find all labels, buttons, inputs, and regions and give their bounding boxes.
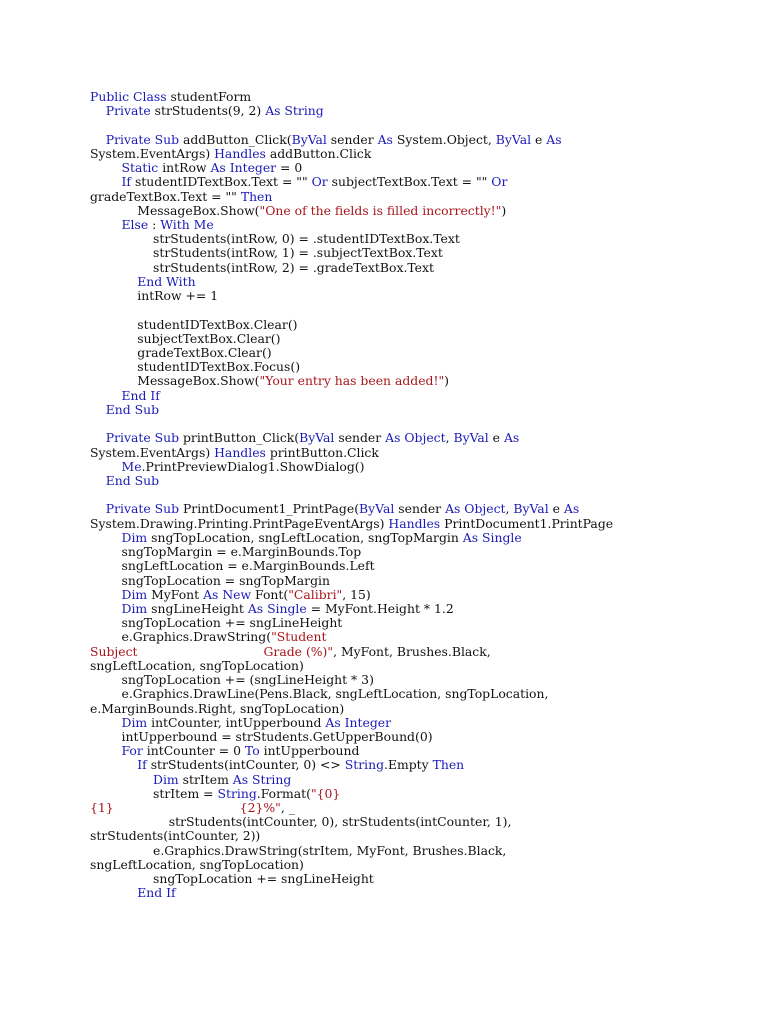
code-keyword: Static	[121, 160, 159, 176]
code-text: Font(	[251, 586, 289, 602]
code-line	[90, 517, 613, 531]
code-string: "Calibri"	[288, 586, 343, 602]
code-keyword: ByVal	[291, 131, 327, 147]
code-line	[90, 133, 562, 147]
code-text	[90, 217, 122, 232]
code-text: sender	[334, 430, 386, 446]
code-keyword: Private Sub	[105, 501, 180, 517]
code-line	[90, 773, 291, 787]
code-text: MessageBox.Show(	[90, 373, 260, 389]
code-line	[90, 161, 302, 175]
code-keyword: Or	[311, 174, 328, 190]
code-string: "Student	[271, 629, 327, 645]
code-text	[90, 772, 153, 787]
code-text: , _	[280, 800, 295, 815]
code-line	[90, 474, 159, 488]
code-text: .Empty	[384, 757, 433, 773]
code-keyword: End Sub	[105, 401, 160, 417]
code-keyword: Private Sub	[105, 131, 180, 147]
code-text: strStudents(9, 2)	[150, 103, 266, 119]
code-text: strStudents(intCounter, 2))	[90, 828, 261, 844]
code-line	[90, 389, 160, 403]
code-keyword: String	[344, 757, 385, 773]
code-keyword: Else	[121, 217, 149, 232]
code-text: intRow	[158, 160, 211, 176]
code-text: studentForm	[166, 89, 252, 104]
code-line	[90, 446, 379, 460]
code-text: strItem	[178, 771, 233, 787]
code-keyword: As Single	[247, 600, 307, 616]
code-text	[90, 160, 122, 175]
code-text: strStudents(intCounter, 0) <>	[146, 757, 345, 773]
code-text: .Format(	[256, 785, 311, 801]
code-keyword: Handles	[214, 145, 266, 161]
code-keyword: ByVal	[453, 430, 489, 446]
code-string: Subject Grade (%)"	[90, 643, 334, 659]
code-keyword: Dim	[121, 586, 148, 602]
code-line	[90, 588, 371, 602]
code-keyword: ByVal	[495, 131, 532, 147]
code-keyword: Dim	[121, 529, 148, 545]
code-keyword: To	[244, 743, 260, 759]
code-line	[90, 645, 491, 659]
code-keyword: Public Class	[90, 89, 167, 104]
code-text: )	[444, 373, 449, 389]
code-text: addButton_Click(	[179, 131, 292, 147]
code-line	[90, 616, 342, 630]
code-keyword: As	[503, 430, 520, 446]
code-keyword: Or	[491, 174, 508, 190]
code-keyword: If	[121, 174, 131, 190]
code-line	[90, 858, 304, 872]
code-text: ,	[505, 501, 514, 517]
code-text: strStudents(intRow, 0) = .studentIDTextBox.Text	[90, 231, 460, 247]
code-line	[90, 218, 214, 232]
code-text	[90, 274, 137, 289]
code-line	[90, 374, 449, 388]
code-line	[90, 829, 260, 843]
code-text	[90, 388, 122, 403]
code-text: ,	[445, 430, 454, 446]
code-line	[90, 574, 330, 588]
code-text: sngTopLocation = sngTopMargin	[90, 572, 330, 588]
code-line	[90, 346, 272, 360]
code-keyword: Then	[432, 757, 465, 773]
code-line	[90, 687, 548, 701]
code-text	[90, 601, 122, 616]
code-line	[90, 602, 454, 616]
code-keyword: End If	[137, 885, 176, 901]
code-text: sngTopLocation += (sngLineHeight * 3)	[90, 672, 374, 687]
code-text	[90, 715, 122, 730]
code-line	[90, 204, 506, 218]
code-line	[90, 716, 391, 730]
code-line	[90, 232, 460, 246]
code-keyword: With Me	[160, 217, 214, 232]
code-text: = 0	[276, 160, 303, 176]
code-line	[90, 758, 464, 772]
code-keyword: Dim	[153, 771, 179, 787]
code-text: addButton.Click	[265, 145, 372, 161]
code-line	[90, 147, 371, 161]
code-text	[90, 587, 122, 602]
code-keyword: ByVal	[299, 430, 335, 446]
code-line	[90, 744, 359, 758]
code-line	[90, 275, 196, 289]
code-text: e	[531, 131, 547, 147]
code-text: = MyFont.Height * 1.2	[306, 600, 454, 616]
code-text: intUpperbound = strStudents.GetUpperBound(0)	[90, 728, 433, 744]
code-keyword: As Integer	[210, 160, 277, 176]
code-keyword: Handles	[214, 444, 266, 460]
code-text: studentIDTextBox.Text = ""	[131, 174, 312, 190]
code-line	[90, 90, 251, 104]
code-line	[90, 318, 297, 332]
code-text: e	[548, 501, 564, 517]
code-text: studentIDTextBox.Focus()	[90, 359, 301, 375]
code-text: MessageBox.Show(	[90, 202, 260, 218]
code-text: intUpperbound	[259, 743, 360, 759]
code-text: intRow += 1	[90, 288, 219, 304]
code-text: sender	[326, 131, 378, 147]
code-text	[90, 459, 122, 474]
code-text	[90, 743, 122, 758]
code-keyword: As Object	[385, 430, 446, 446]
code-text	[90, 501, 106, 516]
code-line	[90, 730, 433, 744]
code-text: e	[488, 430, 504, 446]
code-line	[90, 246, 443, 260]
code-text: sngLeftLocation, sngTopLocation)	[90, 856, 304, 872]
code-text: )	[501, 202, 507, 218]
code-keyword: As Object	[445, 501, 506, 517]
code-string: "{0}	[310, 785, 341, 801]
code-text: System.EventArgs)	[90, 444, 215, 460]
code-line	[90, 190, 272, 204]
code-text	[90, 885, 137, 900]
code-keyword: As	[546, 131, 562, 147]
code-line	[90, 175, 507, 189]
code-keyword: End Sub	[105, 472, 160, 488]
code-text: PrintDocument1_PrintPage(	[179, 501, 360, 517]
code-keyword: Then	[240, 188, 273, 204]
code-text: strStudents(intRow, 1) = .subjectTextBox.Text	[90, 245, 443, 261]
code-text: , 15)	[342, 586, 371, 602]
code-text: strStudents(intRow, 2) = .gradeTextBox.Text	[90, 259, 434, 275]
code-text: studentIDTextBox.Clear()	[90, 316, 298, 332]
code-text	[90, 757, 137, 772]
code-text: PrintDocument1.PrintPage	[440, 515, 614, 531]
code-keyword: As	[563, 501, 580, 517]
code-keyword: Private	[105, 103, 151, 119]
code-line	[90, 673, 374, 687]
code-line	[90, 815, 511, 829]
code-line	[90, 787, 340, 801]
code-text: intCounter, intUpperbound	[147, 714, 326, 730]
code-text: MyFont	[147, 586, 204, 602]
code-text: sngLeftLocation = e.MarginBounds.Left	[90, 558, 375, 574]
code-keyword: Dim	[121, 600, 148, 616]
code-line	[90, 531, 522, 545]
code-text	[90, 132, 106, 147]
code-text: System.Drawing.Printing.PrintPageEventArgs)	[90, 515, 389, 531]
code-string: "One of the fields is filled incorrectly!"	[259, 202, 502, 218]
code-text: System.EventArgs)	[90, 145, 215, 161]
code-text: printButton.Click	[265, 444, 379, 460]
code-line	[90, 460, 364, 474]
code-line	[90, 630, 326, 644]
code-keyword: As String	[265, 103, 324, 119]
code-text: subjectTextBox.Text = ""	[327, 174, 492, 190]
code-line	[90, 403, 159, 417]
code-text: sngTopMargin = e.MarginBounds.Top	[90, 544, 362, 559]
code-keyword: ByVal	[513, 501, 549, 517]
code-text: sngTopLocation += sngLineHeight	[90, 615, 343, 631]
code-line	[90, 844, 506, 858]
code-text: e.Graphics.DrawLine(Pens.Black, sngLeftLocation, sngTopLocation,	[90, 686, 549, 702]
code-line	[90, 431, 519, 445]
code-keyword: End With	[137, 273, 196, 289]
code-line	[90, 289, 218, 303]
code-text	[90, 402, 106, 417]
code-line	[90, 886, 176, 900]
code-keyword: Handles	[388, 515, 441, 531]
code-keyword: Me	[121, 458, 142, 474]
code-line	[90, 659, 304, 673]
code-keyword: If	[137, 757, 147, 773]
code-line	[90, 559, 375, 573]
code-line	[90, 104, 324, 118]
code-keyword: As	[377, 131, 393, 147]
code-text: subjectTextBox.Clear()	[90, 330, 281, 346]
code-line	[90, 801, 295, 815]
code-keyword: As Single	[462, 529, 522, 545]
code-text: , MyFont, Brushes.Black,	[333, 643, 491, 659]
code-line	[90, 332, 280, 346]
code-line	[90, 502, 579, 516]
code-text: sngTopLocation, sngLeftLocation, sngTopMargin	[147, 529, 463, 545]
code-keyword: Dim	[121, 714, 148, 730]
code-text: :	[148, 217, 161, 232]
code-text: sngLeftLocation, sngTopLocation)	[90, 657, 304, 673]
code-line	[90, 261, 434, 275]
code-text: e.Graphics.DrawString(	[90, 629, 272, 645]
code-line	[90, 872, 374, 886]
code-line	[90, 702, 344, 716]
code-keyword: Private Sub	[105, 430, 180, 446]
code-string: "Your entry has been added!"	[259, 373, 445, 389]
code-keyword: As Integer	[325, 714, 392, 730]
code-line	[90, 360, 300, 374]
code-text	[90, 473, 106, 488]
code-text: sngLineHeight	[147, 600, 248, 616]
code-text: sender	[394, 501, 446, 517]
code-keyword: End If	[121, 387, 160, 403]
code-text: strItem =	[90, 785, 218, 801]
code-text: intCounter = 0	[142, 743, 245, 759]
code-text: gradeTextBox.Clear()	[90, 345, 272, 360]
code-text	[90, 103, 106, 118]
code-keyword: As New	[203, 586, 252, 602]
code-text	[90, 430, 106, 445]
code-text	[90, 530, 122, 545]
code-text	[90, 174, 122, 189]
code-keyword: For	[121, 743, 143, 759]
code-line	[90, 545, 361, 559]
code-text: e.Graphics.DrawString(strItem, MyFont, Brushes.Black,	[90, 842, 507, 858]
code-text: strStudents(intCounter, 0), strStudents(intCounter, 1),	[90, 814, 512, 830]
code-text: .PrintPreviewDialog1.ShowDialog()	[141, 458, 365, 474]
code-text: gradeTextBox.Text = ""	[90, 188, 241, 204]
code-keyword: String	[217, 785, 257, 801]
code-string: {1} {2}%"	[90, 800, 281, 815]
code-text: System.Object,	[392, 131, 496, 147]
code-keyword: As String	[232, 771, 292, 787]
code-text: printButton_Click(	[179, 430, 300, 446]
code-keyword: ByVal	[359, 501, 395, 517]
code-text: e.MarginBounds.Right, sngTopLocation)	[90, 700, 345, 716]
code-text: sngTopLocation += sngLineHeight	[90, 871, 374, 887]
